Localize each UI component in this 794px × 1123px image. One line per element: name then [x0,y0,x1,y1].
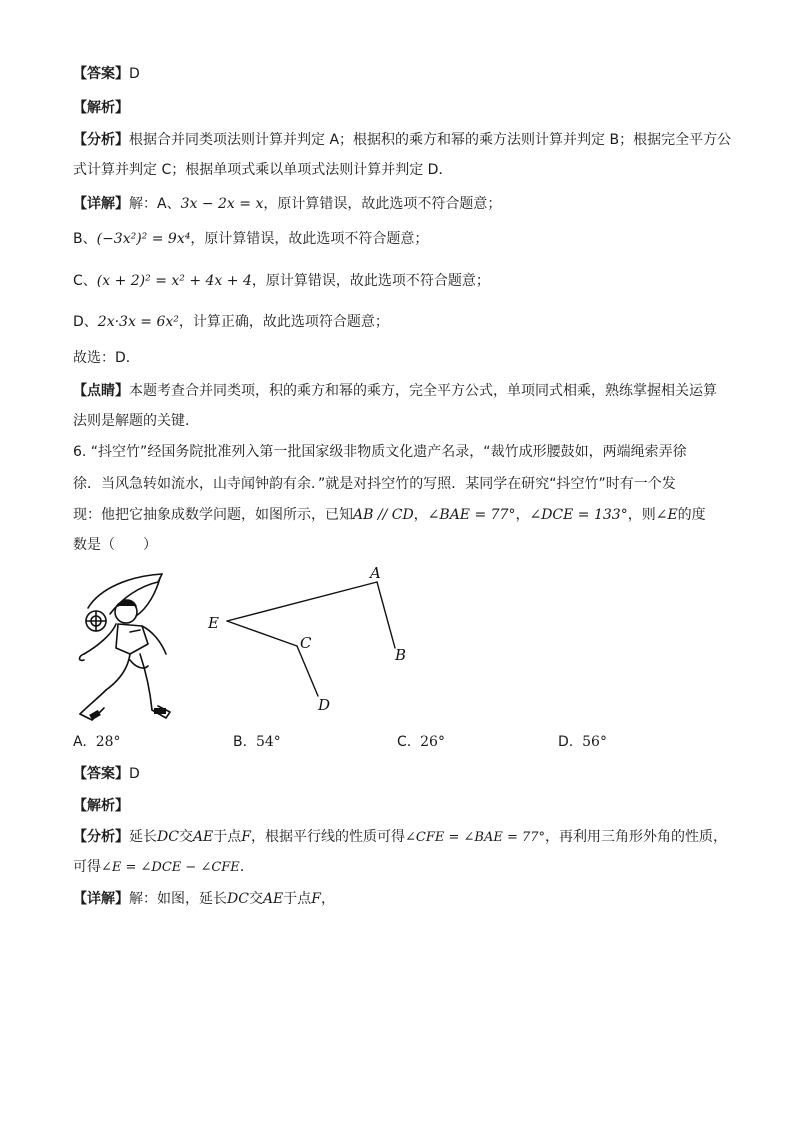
detail-a-prefix: 解：A、 [129,196,181,212]
q6-stem-line2: 徐．当风急转如流水，山寺闻钟韵有余．”就是对抖空竹的写照．某同学在研究“抖空竹”时有一个发 [73,476,676,492]
q5-detail-b [73,229,428,249]
q5-detail-c [73,271,490,291]
math-expression: AE [262,891,284,907]
detail-text: 于点 [283,891,312,907]
q6-detail-line [73,889,335,909]
point-label-a: A [370,564,381,582]
math-expression: (x + 2)² = x² + 4x + 4 [96,273,252,289]
detail-a-text: ，原计算错误，故此选项不符合题意； [263,196,502,212]
math-expression: (−3x²)² = 9x⁴ [96,231,191,247]
dianjing-text: 本题考查合并同类项，积的乘方和幂的乘方，完全平方公式，单项同式相乘，熟练掌握相关运算 [129,383,717,399]
math-expression: 2x·3x = 6x² [97,314,179,330]
detail-c-prefix: C、 [73,273,97,289]
q6-stem-line4: 数是（ ） [73,537,157,553]
fenxi-text: 延长 [129,829,157,845]
detail-c-text: ，原计算错误，故此选项不符合题意； [251,273,490,289]
q5-analysis-heading [73,98,129,118]
answer-tag: 【答案】 [73,66,129,82]
detail-d-prefix: D、 [73,314,98,330]
math-expression: F [311,891,321,907]
detail-tag: 【详解】 [73,196,129,212]
math-expression: AE [192,829,214,845]
option-letter: B. [233,734,248,750]
segment-ab [377,582,395,648]
math-expression: ∠CFE = ∠BAE = 77° [405,830,546,845]
option-letter: D. [558,734,574,750]
q6-fenxi-line1 [73,827,727,848]
math-expression: ∠E [655,507,678,523]
stem-text: 的度 [677,507,706,523]
fenxi-text: 交 [178,829,193,845]
math-expression: 3x − 2x = x [180,196,264,212]
stem-text: ， [413,507,428,523]
fenxi-text: ． [239,859,254,875]
detail-text: 交 [248,891,263,907]
segment-ec [227,621,297,646]
q6-analysis-heading [73,796,129,816]
q6-fenxi-line2 [73,857,254,878]
option-letter: A. [73,734,87,750]
point-label-e: E [208,614,219,632]
detail-b-prefix: B、 [73,231,97,247]
fenxi-text: 根据合并同类项法则计算并判定 A；根据积的乘方和幂的乘方法则计算并判定 B；根据完全平方公 [129,132,732,148]
math-expression: F [241,829,251,845]
q5-detail-d [73,312,389,332]
fenxi-tag: 【分析】 [73,829,129,845]
option-a[interactable] [73,732,121,752]
q5-detail-a [73,194,501,214]
option-b[interactable] [233,732,281,752]
math-expression: DC [157,829,179,845]
math-expression: ∠E = ∠DCE − ∠CFE [101,860,240,875]
q5-dianjing-line2: 法则是解题的关键． [73,413,199,429]
answer-value: D [129,66,140,82]
q5-answer-line [73,64,140,84]
geometry-figure [200,562,420,722]
detail-text: 解：如图，延长 [129,891,227,907]
segment-cd [297,646,318,696]
fenxi-text: ，根据平行线的性质可得 [251,829,405,845]
q5-choose: 故选：D． [73,350,140,366]
dianjing-tag: 【点睛】 [73,383,129,399]
detail-d-text: ，计算正确，故此选项符合题意； [178,314,389,330]
segment-ea [227,582,377,621]
q5-fenxi-line1 [73,130,731,150]
fenxi-text: 可得 [73,859,101,875]
q6-stem-line1: 6. “抖空竹”经国务院批准列入第一批国家级非物质文化遗产名录，“裁竹成形腰鼓如，两端绳索弄徐 [73,444,687,460]
analysis-tag: 【解析】 [73,798,129,814]
option-c[interactable] [397,732,445,752]
math-expression: ∠DCE = 133° [529,507,628,523]
diabolo-player-illustration [70,568,185,726]
fenxi-tag: 【分析】 [73,132,129,148]
detail-text: ， [321,891,335,907]
option-value: 28° [95,734,121,750]
option-value: 54° [255,734,281,750]
fenxi-text: 于点 [213,829,242,845]
answer-value: D [129,766,140,782]
q6-answer-line [73,764,140,784]
answer-tag: 【答案】 [73,766,129,782]
detail-tag: 【详解】 [73,891,129,907]
point-label-b: B [395,646,407,664]
option-value: 26° [420,734,445,750]
point-label-c: C [300,634,312,652]
option-d[interactable] [558,732,607,752]
q5-fenxi-line2: 式计算并判定 C；根据单项式乘以单项式法则计算并判定 D． [73,162,453,178]
q6-stem-line3 [73,505,706,525]
math-expression: AB // CD [353,507,414,523]
analysis-tag: 【解析】 [73,100,129,116]
stem-text: ，则 [627,507,656,523]
stem-text: ， [515,507,530,523]
point-label-d: D [318,696,331,714]
q5-dianjing-line1 [73,381,717,401]
fenxi-text: ，再利用三角形外角的性质， [545,829,728,845]
option-value: 56° [582,734,607,750]
stem-text: 现：他把它抽象成数学问题，如图所示，已知 [73,507,353,523]
option-letter: C. [397,734,412,750]
math-expression: DC [227,891,249,907]
math-expression: ∠BAE = 77° [427,507,516,523]
detail-b-text: ，原计算错误，故此选项不符合题意； [190,231,429,247]
